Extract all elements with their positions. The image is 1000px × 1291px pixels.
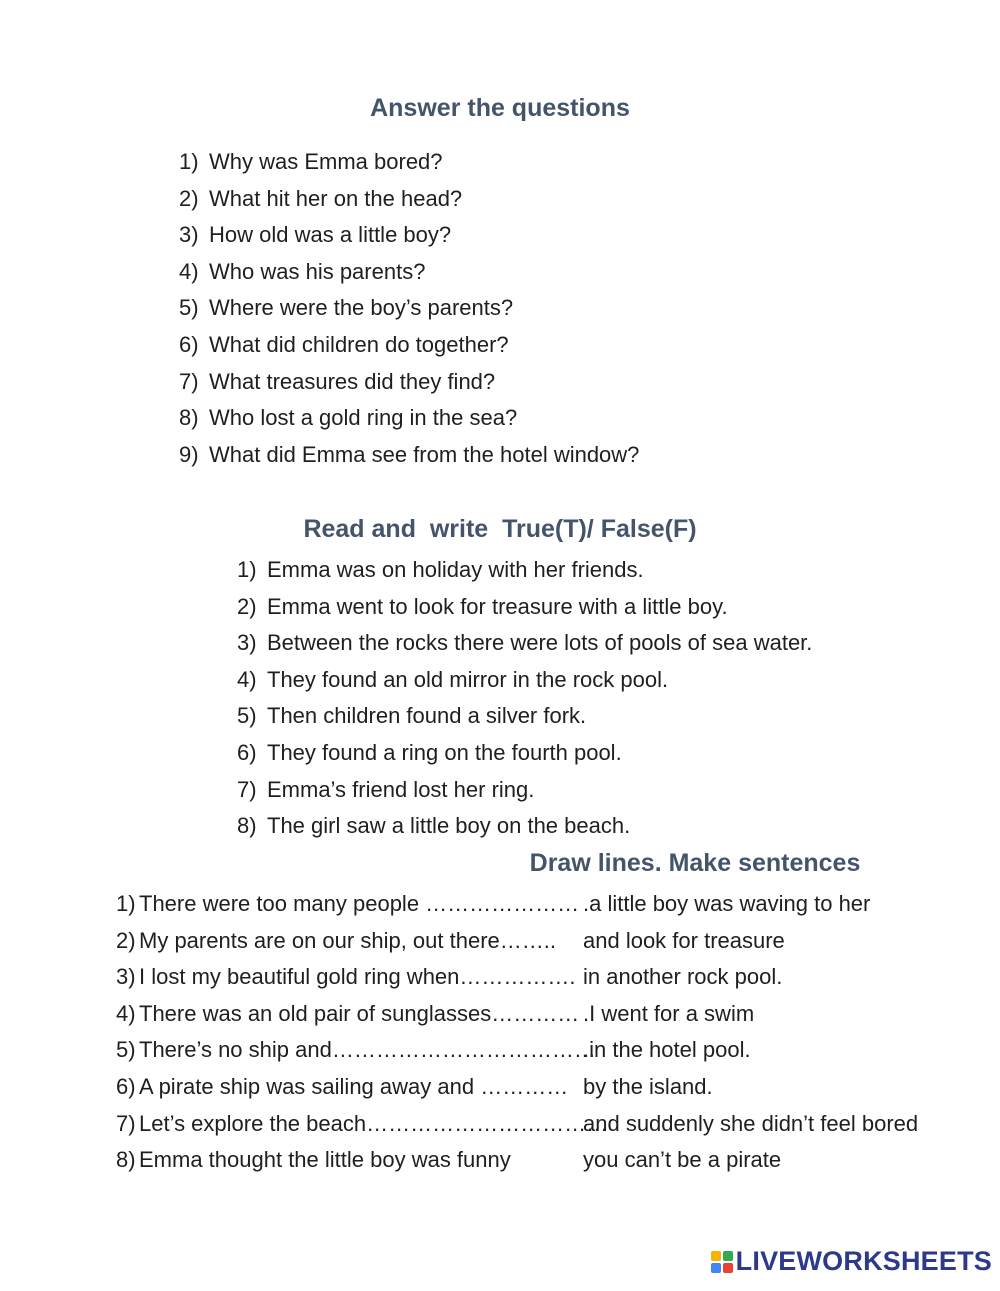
item-number: 3) <box>116 964 136 990</box>
item-number: 1) <box>237 557 257 582</box>
list-item <box>179 217 639 254</box>
questions-list <box>179 144 639 473</box>
list-item <box>237 552 812 589</box>
sentence-start: There were too many people ………………… <box>139 891 580 916</box>
item-text: Where were the boy’s parents? <box>209 295 514 321</box>
sentence-end: you can’t be a pirate <box>583 1147 782 1173</box>
item-number: 8) <box>237 813 257 839</box>
item-number: 1) <box>179 149 199 174</box>
item-text: What did Emma see from the hotel window? <box>209 441 640 467</box>
item-number: 7) <box>237 776 257 802</box>
liveworksheets-logo <box>711 1246 992 1277</box>
item-text: The girl saw a little boy on the beach. <box>267 813 631 839</box>
item-number: 4) <box>116 1000 136 1026</box>
sentence-end: .I went for a swim <box>583 1000 755 1026</box>
sentence-start: Let’s explore the beach…………………………… <box>139 1110 609 1136</box>
list-item <box>179 144 639 181</box>
list-item <box>116 996 918 1033</box>
list-item <box>179 254 639 291</box>
list-item <box>179 437 639 474</box>
logo-icon <box>711 1251 733 1273</box>
sentence-end: .in the hotel pool. <box>583 1037 751 1063</box>
item-text: Emma’s friend lost her ring. <box>267 776 535 802</box>
sentence-start: Emma thought the little boy was funny <box>139 1147 511 1173</box>
item-number: 3) <box>179 222 199 248</box>
item-number: 8) <box>116 1147 136 1173</box>
sentence-end: in another rock pool. <box>583 964 783 990</box>
item-text: Why was Emma bored? <box>209 149 443 174</box>
sentence-start: A pirate ship was sailing away and ………… <box>139 1073 569 1099</box>
item-text: Between the rocks there were lots of pools of sea water. <box>267 630 813 656</box>
sentence-end: and suddenly she didn’t feel bored <box>583 1110 919 1136</box>
item-text: Emma was on holiday with her friends. <box>267 557 644 582</box>
item-text: How old was a little boy? <box>209 222 452 248</box>
item-number: 2) <box>237 593 257 619</box>
questions-heading: Answer the questions <box>370 94 630 122</box>
list-item <box>116 1142 918 1179</box>
list-item <box>237 662 812 699</box>
item-number: 4) <box>237 666 257 692</box>
item-text: What did children do together? <box>209 331 509 357</box>
list-item <box>237 625 812 662</box>
list-item <box>237 589 812 626</box>
list-item <box>237 808 812 845</box>
list-item <box>237 772 812 809</box>
logo-square <box>711 1263 721 1273</box>
list-item <box>237 698 812 735</box>
true-false-list <box>237 552 812 845</box>
item-number: 9) <box>179 441 199 467</box>
list-item <box>116 1069 918 1106</box>
list-item <box>179 290 639 327</box>
item-number: 5) <box>237 703 257 729</box>
sentence-end: .a little boy was waving to her <box>583 891 871 916</box>
list-item <box>116 923 918 960</box>
list-item <box>179 364 639 401</box>
item-number: 6) <box>179 331 199 357</box>
list-item <box>116 959 918 996</box>
list-item <box>179 181 639 218</box>
item-text: They found a ring on the fourth pool. <box>267 739 622 765</box>
list-item <box>179 400 639 437</box>
draw-lines-list <box>116 886 918 1179</box>
logo-square <box>723 1263 733 1273</box>
logo-square <box>723 1251 733 1261</box>
item-number: 3) <box>237 630 257 656</box>
sentence-start: My parents are on our ship, out there…….. <box>139 927 556 953</box>
item-text: What hit her on the head? <box>209 185 463 211</box>
true-false-heading: Read and write True(T)/ False(F) <box>303 515 697 543</box>
list-item <box>116 1106 918 1143</box>
item-text: What treasures did they find? <box>209 368 496 394</box>
item-text: They found an old mirror in the rock pool. <box>267 666 669 692</box>
item-number: 2) <box>116 927 136 953</box>
list-item <box>116 886 918 923</box>
sentence-start: There’s no ship and……………………………… <box>139 1037 596 1063</box>
item-number: 5) <box>116 1037 136 1063</box>
list-item <box>116 1032 918 1069</box>
draw-lines-heading: Draw lines. Make sentences <box>529 849 861 877</box>
sentence-end: by the island. <box>583 1073 713 1099</box>
sentence-start: There was an old pair of sunglasses………… <box>139 1000 580 1026</box>
item-number: 7) <box>116 1110 136 1136</box>
item-number: 2) <box>179 185 199 211</box>
item-text: Emma went to look for treasure with a little boy. <box>267 593 728 619</box>
list-item <box>179 327 639 364</box>
item-number: 8) <box>179 405 199 431</box>
item-number: 6) <box>237 739 257 765</box>
sentence-start: I lost my beautiful gold ring when……………. <box>139 964 576 990</box>
item-number: 7) <box>179 368 199 394</box>
item-text: Who lost a gold ring in the sea? <box>209 405 518 431</box>
item-text: Then children found a silver fork. <box>267 703 587 729</box>
item-number: 1) <box>116 891 136 916</box>
item-number: 6) <box>116 1073 136 1099</box>
logo-text: LIVEWORKSHEETS <box>735 1246 992 1276</box>
sentence-end: and look for treasure <box>583 927 785 953</box>
logo-square <box>711 1251 721 1261</box>
item-number: 4) <box>179 258 199 284</box>
item-text: Who was his parents? <box>209 258 426 284</box>
item-number: 5) <box>179 295 199 321</box>
list-item <box>237 735 812 772</box>
